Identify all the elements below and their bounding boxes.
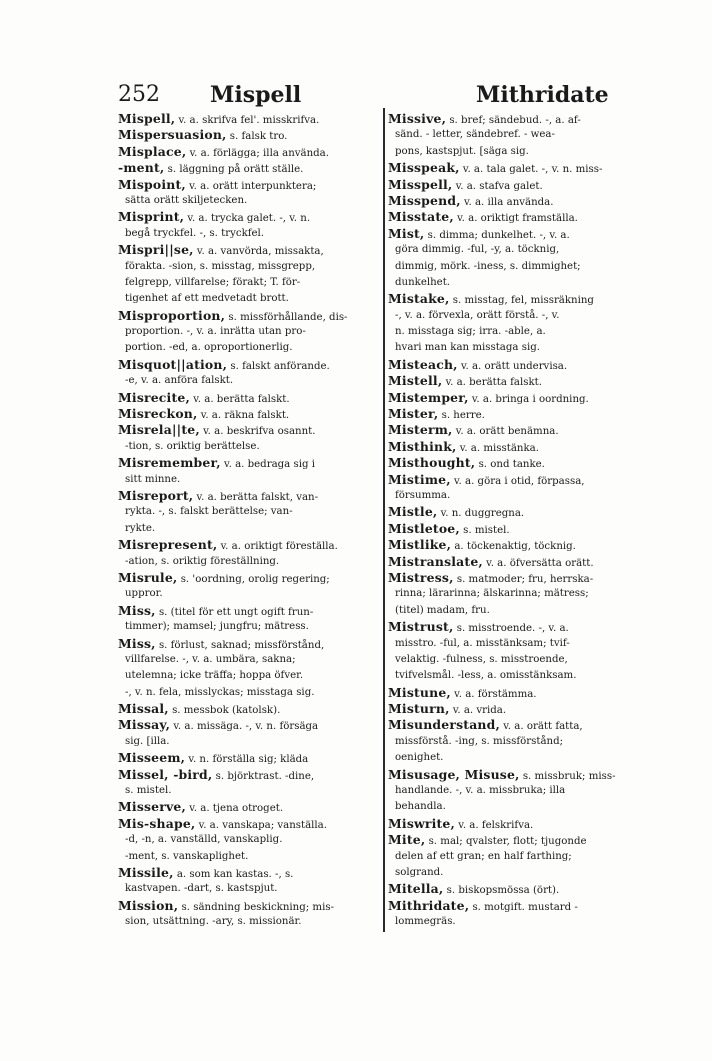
- headword: Misrela||te,: [118, 422, 200, 438]
- definition-text: göra dimmig. -ful, -y, a. töcknig,: [395, 244, 560, 256]
- definition-text: rinna; lärarinna; älskarinna; mätress;: [395, 588, 589, 600]
- entry-line: [388, 324, 660, 340]
- headword: Misplace,: [118, 143, 187, 159]
- definition-text: v. a. oriktigt föreställa.: [217, 541, 338, 553]
- entry-line: [118, 127, 388, 143]
- entry-line: [118, 685, 388, 701]
- headword: Misseem,: [118, 750, 186, 766]
- definition-text: -d, -n, a. vanställd, vanskaplig.: [125, 834, 283, 846]
- definition-text: s. mistel.: [125, 785, 172, 797]
- definition-text: ryktе.: [125, 522, 156, 534]
- definition-text: v. a. vanvörda, missakta,: [193, 246, 324, 258]
- definition-text: s. 'oordning, orolig regering;: [177, 573, 330, 585]
- definition-text: v. a. göra i otid, förpassa,: [450, 475, 585, 487]
- entry-line: [388, 619, 660, 635]
- entry-line: [118, 816, 388, 832]
- definition-text: v. a. felskrifva.: [455, 819, 534, 831]
- entry-line: [118, 767, 388, 783]
- definition-text: v. a. stafva galet.: [452, 180, 543, 192]
- entry-line: [388, 603, 660, 619]
- definition-text: n. misstaga sig; irra. -able, a.: [395, 326, 546, 338]
- entry-line: [118, 701, 388, 717]
- definition-text: sion, utsättning. -ary, s. missionär.: [125, 916, 302, 928]
- definition-text: misstro. -ful, a. misstänksam; tvif-: [395, 637, 570, 649]
- entry-line: [388, 849, 660, 865]
- entry-line: [388, 570, 660, 586]
- definition-text: -ation, s. oriktig föreställning.: [125, 555, 280, 567]
- entry-line: [388, 816, 660, 832]
- headword: Mister,: [388, 406, 439, 422]
- definition-text: velaktig. -fulness, s. misstroende,: [395, 653, 568, 665]
- headword: Mistranslate,: [388, 553, 483, 569]
- entry-line: [118, 832, 388, 848]
- headword: Mistrust,: [388, 619, 454, 635]
- entry-line: [388, 472, 660, 488]
- definition-text: försumma.: [395, 489, 451, 501]
- definition-text: rykta. -, s. falskt berättelse; van-: [125, 506, 293, 518]
- headword: Missive,: [388, 111, 447, 126]
- entry-line: [118, 652, 388, 668]
- definition-text: portion. -ed, a. oproportionerlig.: [125, 342, 293, 354]
- entry-line: [118, 750, 388, 766]
- definition-text: v. a. illa använda.: [460, 196, 554, 208]
- entry-line: [388, 308, 660, 324]
- definition-text: -tion, s. oriktig berättelse.: [125, 440, 260, 452]
- entry-line: [118, 849, 388, 865]
- entry-line: [388, 701, 660, 717]
- headword: Misremember,: [118, 455, 221, 471]
- entry-line: [388, 685, 660, 701]
- headword: Mithridate,: [388, 897, 470, 913]
- headword: Misserve,: [118, 799, 186, 815]
- entry-line: [118, 340, 388, 356]
- definition-text: v. a. orätt fatta,: [500, 721, 583, 733]
- definition-text: s. mal; qvalster, flott; tjugonde: [425, 836, 587, 848]
- entry-line: [118, 209, 388, 225]
- right-guide-word: Mithridate: [476, 82, 609, 108]
- entry-line: [388, 160, 660, 176]
- definition-text: v. a. orätt undervisa.: [457, 360, 568, 372]
- entry-line: [118, 439, 388, 455]
- definition-text: s. ond tanke.: [475, 459, 545, 471]
- headword: Misspell,: [388, 176, 453, 192]
- definition-text: utelemna; icke träffa; hoppa öfver.: [125, 670, 304, 682]
- entry-line: [388, 340, 660, 356]
- headword: Misterm,: [388, 422, 453, 438]
- definition-text: behandla.: [395, 801, 446, 813]
- headword: Miss,: [118, 602, 156, 618]
- definition-text: tvifvelsmål. -less, a. omisstänksam.: [395, 670, 577, 682]
- definition-text: felgrepp, villfarelse; förakt; T. för-: [125, 276, 301, 288]
- entry-line: [118, 636, 388, 652]
- definition-text: v. a. förstämma.: [450, 688, 537, 700]
- entry-line: [118, 472, 388, 488]
- definition-text: s. mistel.: [459, 524, 510, 536]
- headword: Missay,: [118, 717, 171, 733]
- entry-line: [118, 734, 388, 750]
- headword: Missile,: [118, 864, 174, 880]
- headword: Misunderstand,: [388, 717, 501, 733]
- entry-line: [118, 717, 388, 733]
- entry-line: [388, 521, 660, 537]
- definition-text: villfarelse. -, v. a. umbära, sakna;: [125, 653, 296, 665]
- definition-text: proportion. -, v. a. inrätta utan pro-: [125, 326, 306, 338]
- headword: Misusage, Misuse,: [388, 766, 520, 782]
- definition-text: timmer); mamsel; jungfru; mätress.: [125, 621, 309, 633]
- definition-text: s. missförhållande, dis-: [225, 311, 348, 323]
- headword: Mistemper,: [388, 389, 469, 405]
- definition-text: v. a. vrida.: [449, 705, 507, 717]
- definition-text: v. a. bringa i oordning.: [468, 393, 589, 405]
- entry-line: [388, 422, 660, 438]
- definition-text: v. a. orätt benämna.: [452, 426, 559, 438]
- entry-line: [118, 537, 388, 553]
- entry-line: [118, 144, 388, 160]
- entry-line: [118, 881, 388, 897]
- headword: Miswrite,: [388, 815, 456, 831]
- headword: Missel, -bird,: [118, 766, 213, 782]
- entry-line: [388, 783, 660, 799]
- entry-line: [118, 799, 388, 815]
- definition-text: s. motgift. mustard -: [469, 901, 578, 913]
- entry-line: [118, 914, 388, 930]
- definition-text: missförstå. -ing, s. missförstånd;: [395, 735, 564, 747]
- entry-line: [388, 914, 660, 930]
- headword: Misrule,: [118, 569, 178, 585]
- entry-line: [118, 177, 388, 193]
- definition-text: s. missbruk; miss-: [519, 770, 616, 782]
- entry-line: [388, 242, 660, 258]
- headword: Misstate,: [388, 209, 454, 225]
- entry-line: [388, 898, 660, 914]
- headword: Misturn,: [388, 701, 450, 717]
- headword: Mistlike,: [388, 537, 452, 553]
- definition-text: -, v. n. fela, misslyckas; misstaga sig.: [125, 686, 315, 698]
- entry-line: [388, 373, 660, 389]
- entry-line: [118, 488, 388, 504]
- entry-line: [118, 111, 388, 127]
- definition-text: tigenhet af ett medvetadt brott.: [125, 293, 289, 305]
- entry-line: [118, 455, 388, 471]
- definition-text: v. a. skrifva fel'. misskrifva.: [175, 115, 320, 126]
- page-header: [114, 82, 609, 112]
- headword: Misrepresent,: [118, 537, 218, 553]
- definition-text: -e, v. a. anföra falskt.: [125, 375, 234, 387]
- entry-line: [388, 111, 660, 127]
- entry-line: [118, 668, 388, 684]
- definition-text: s. bref; sändebud. -, a. af-: [446, 115, 581, 126]
- headword: Mistune,: [388, 684, 451, 700]
- entry-line: [388, 554, 660, 570]
- entry-line: [118, 570, 388, 586]
- entry-line: [388, 275, 660, 291]
- entry-line: [388, 439, 660, 455]
- entry-line: [118, 226, 388, 242]
- headword: Misspend,: [388, 192, 461, 208]
- headword: Misspeak,: [388, 160, 460, 176]
- entry-line: [118, 865, 388, 881]
- definition-text: v. a. trycka galet. -, v. n.: [184, 213, 311, 225]
- entry-line: [388, 717, 660, 733]
- entry-line: [388, 488, 660, 504]
- entry-line: [388, 291, 660, 307]
- entry-line: [388, 177, 660, 193]
- headword: Mitella,: [388, 881, 444, 897]
- definition-text: s. herre.: [438, 410, 485, 422]
- entry-line: [118, 373, 388, 389]
- headword: Mistime,: [388, 471, 451, 487]
- definition-text: v. a. missäga. -, v. n. försäga: [170, 721, 319, 733]
- definition-text: kastvapen. -dart, s. kastspjut.: [125, 883, 278, 895]
- entry-line: [118, 406, 388, 422]
- entry-line: [388, 881, 660, 897]
- headword: Mispell,: [118, 111, 176, 126]
- definition-text: v. a. förlägga; illa använda.: [186, 147, 329, 159]
- definition-text: s. matmoder; fru, herrska-: [453, 573, 594, 585]
- entry-line: [388, 799, 660, 815]
- headword: Mis-shape,: [118, 815, 196, 831]
- entry-line: [388, 652, 660, 668]
- entry-line: [388, 406, 660, 422]
- definition-text: oenighet.: [395, 752, 444, 764]
- entry-line: [118, 504, 388, 520]
- definition-text: s. falskt anförande.: [227, 360, 330, 372]
- entry-line: [118, 308, 388, 324]
- right-column: [388, 111, 660, 941]
- definition-text: sitt minne.: [125, 473, 181, 485]
- definition-text: s. (titel för ett ungt ogift frun-: [155, 606, 314, 618]
- entry-line: [388, 144, 660, 160]
- definition-text: s. förlust, saknad; missförstånd,: [155, 639, 325, 651]
- entry-line: [118, 390, 388, 406]
- entry-line: [388, 586, 660, 602]
- headword: -ment,: [118, 160, 165, 176]
- headword: Mispersuasion,: [118, 127, 227, 143]
- headword: Mission,: [118, 897, 179, 913]
- definition-text: v. a. oriktigt framställa.: [453, 213, 578, 225]
- definition-text: v. a. bedraga sig i: [220, 459, 315, 471]
- definition-text: v. a. orätt interpunktera;: [185, 180, 317, 192]
- definition-text: dunkelhet.: [395, 276, 451, 288]
- definition-text: s. sändning beskickning; mis-: [178, 901, 334, 913]
- definition-text: v. a. tjena otroget.: [185, 803, 284, 815]
- headword: Mistell,: [388, 373, 443, 389]
- headword: Misreport,: [118, 487, 194, 503]
- entry-line: [388, 668, 660, 684]
- definition-text: v. a. tala galet. -, v. n. miss-: [459, 164, 603, 176]
- definition-text: v. a. räkna falskt.: [197, 410, 290, 422]
- headword: Mist,: [388, 225, 425, 241]
- entry-line: [388, 390, 660, 406]
- headword: Misquot||ation,: [118, 356, 228, 372]
- definition-text: solgrand.: [395, 866, 444, 878]
- entry-line: [388, 259, 660, 275]
- entry-line: [388, 750, 660, 766]
- headword: Misthink,: [388, 438, 457, 454]
- definition-text: sätta orätt skiljetecken.: [125, 194, 248, 206]
- entry-line: [388, 832, 660, 848]
- entry-line: [118, 422, 388, 438]
- definition-text: s. falsk tro.: [226, 131, 288, 143]
- entry-line: [118, 619, 388, 635]
- headword: Misproportion,: [118, 307, 226, 323]
- page-number: 252: [118, 82, 160, 107]
- definition-text: v. a. vanskapa; vanställa.: [195, 819, 327, 831]
- definition-text: begå tryckfel. -, s. tryckfel.: [125, 227, 265, 239]
- entry-line: [118, 193, 388, 209]
- definition-text: s. björktrast. -dine,: [212, 770, 315, 782]
- definition-text: v. a. berätta falskt, van-: [193, 491, 319, 503]
- headword: Mistletoe,: [388, 520, 460, 536]
- definition-text: v. a. öfversätta orätt.: [482, 557, 594, 569]
- headword: Missal,: [118, 701, 169, 717]
- column-divider: [383, 108, 385, 932]
- headword: Misteach,: [388, 356, 458, 372]
- entry-line: [388, 636, 660, 652]
- definition-text: s. messbok (katolsk).: [168, 705, 281, 717]
- entry-line: [118, 324, 388, 340]
- headword: Misprint,: [118, 209, 185, 225]
- headword: Mistake,: [388, 291, 450, 307]
- entry-line: [118, 291, 388, 307]
- definition-text: delen af ett gran; en half farthing;: [395, 850, 572, 862]
- entry-line: [388, 767, 660, 783]
- entry-line: [118, 783, 388, 799]
- definition-text: handlande. -, v. a. missbruka; illa: [395, 785, 566, 797]
- definition-text: s. dimma; dunkelhet. -, v. a.: [424, 229, 570, 241]
- definition-text: dimmig, mörk. -iness, s. dimmighet;: [395, 260, 581, 272]
- headword: Misthought,: [388, 455, 476, 471]
- definition-text: lommegräs.: [395, 916, 456, 928]
- definition-text: (titel) madam, fru.: [395, 604, 490, 616]
- definition-text: v. n. duggregna.: [437, 508, 525, 520]
- definition-text: -, v. a. förvexla, orätt förstå. -, v.: [395, 309, 560, 321]
- entry-line: [388, 226, 660, 242]
- definition-text: s. läggning på orätt ställe.: [164, 164, 304, 176]
- left-guide-word: Mispell: [210, 82, 302, 108]
- entry-line: [388, 865, 660, 881]
- definition-text: s. biskopsmössa (ört).: [443, 885, 560, 897]
- entry-line: [118, 521, 388, 537]
- entry-line: [388, 193, 660, 209]
- headword: Mispri||se,: [118, 242, 194, 258]
- entry-line: [388, 537, 660, 553]
- definition-text: a. som kan kastas. -, s.: [173, 868, 294, 880]
- entry-line: [388, 357, 660, 373]
- headword: Misreckon,: [118, 406, 198, 422]
- definition-text: hvari man kan misstaga sig.: [395, 342, 540, 354]
- entry-line: [118, 603, 388, 619]
- headword: Mispoint,: [118, 176, 186, 192]
- entry-line: [388, 734, 660, 750]
- definition-text: v. a. misstänka.: [456, 442, 539, 454]
- entry-line: [118, 259, 388, 275]
- definition-text: v. a. beskrifva osannt.: [199, 426, 316, 438]
- definition-text: v. a. berätta falskt.: [189, 393, 290, 405]
- entry-line: [388, 504, 660, 520]
- definition-text: s. misstroende. -, v. a.: [453, 623, 569, 635]
- entry-line: [118, 357, 388, 373]
- left-column: [118, 111, 388, 941]
- definition-text: uppror.: [125, 588, 163, 600]
- headword: Miss,: [118, 635, 156, 651]
- entry-line: [118, 160, 388, 176]
- definition-text: pons, kastspjut. [säga sig.: [395, 145, 529, 157]
- definition-text: v. n. förställa sig; kläda: [185, 754, 309, 766]
- entry-line: [118, 275, 388, 291]
- definition-text: -ment, s. vanskaplighet.: [125, 850, 249, 862]
- definition-text: sänd. - letter, sändebref. - wea-: [395, 129, 555, 141]
- entry-line: [118, 586, 388, 602]
- definition-text: v. a. berätta falskt.: [442, 377, 542, 389]
- definition-text: a. töckenaktig, töcknig.: [451, 541, 576, 553]
- entry-line: [118, 898, 388, 914]
- headword: Mite,: [388, 832, 426, 848]
- entry-line: [118, 242, 388, 258]
- entry-line: [388, 455, 660, 471]
- headword: Mistress,: [388, 569, 454, 585]
- entry-line: [388, 127, 660, 143]
- headword: Misrecite,: [118, 389, 190, 405]
- definition-text: sig. [illa.: [125, 735, 170, 747]
- definition-text: förakta. -sion, s. misstag, missgrepp,: [125, 260, 316, 272]
- definition-text: s. misstag, fel, missräkning: [449, 295, 594, 307]
- entry-line: [388, 209, 660, 225]
- headword: Mistle,: [388, 504, 438, 520]
- entry-line: [118, 554, 388, 570]
